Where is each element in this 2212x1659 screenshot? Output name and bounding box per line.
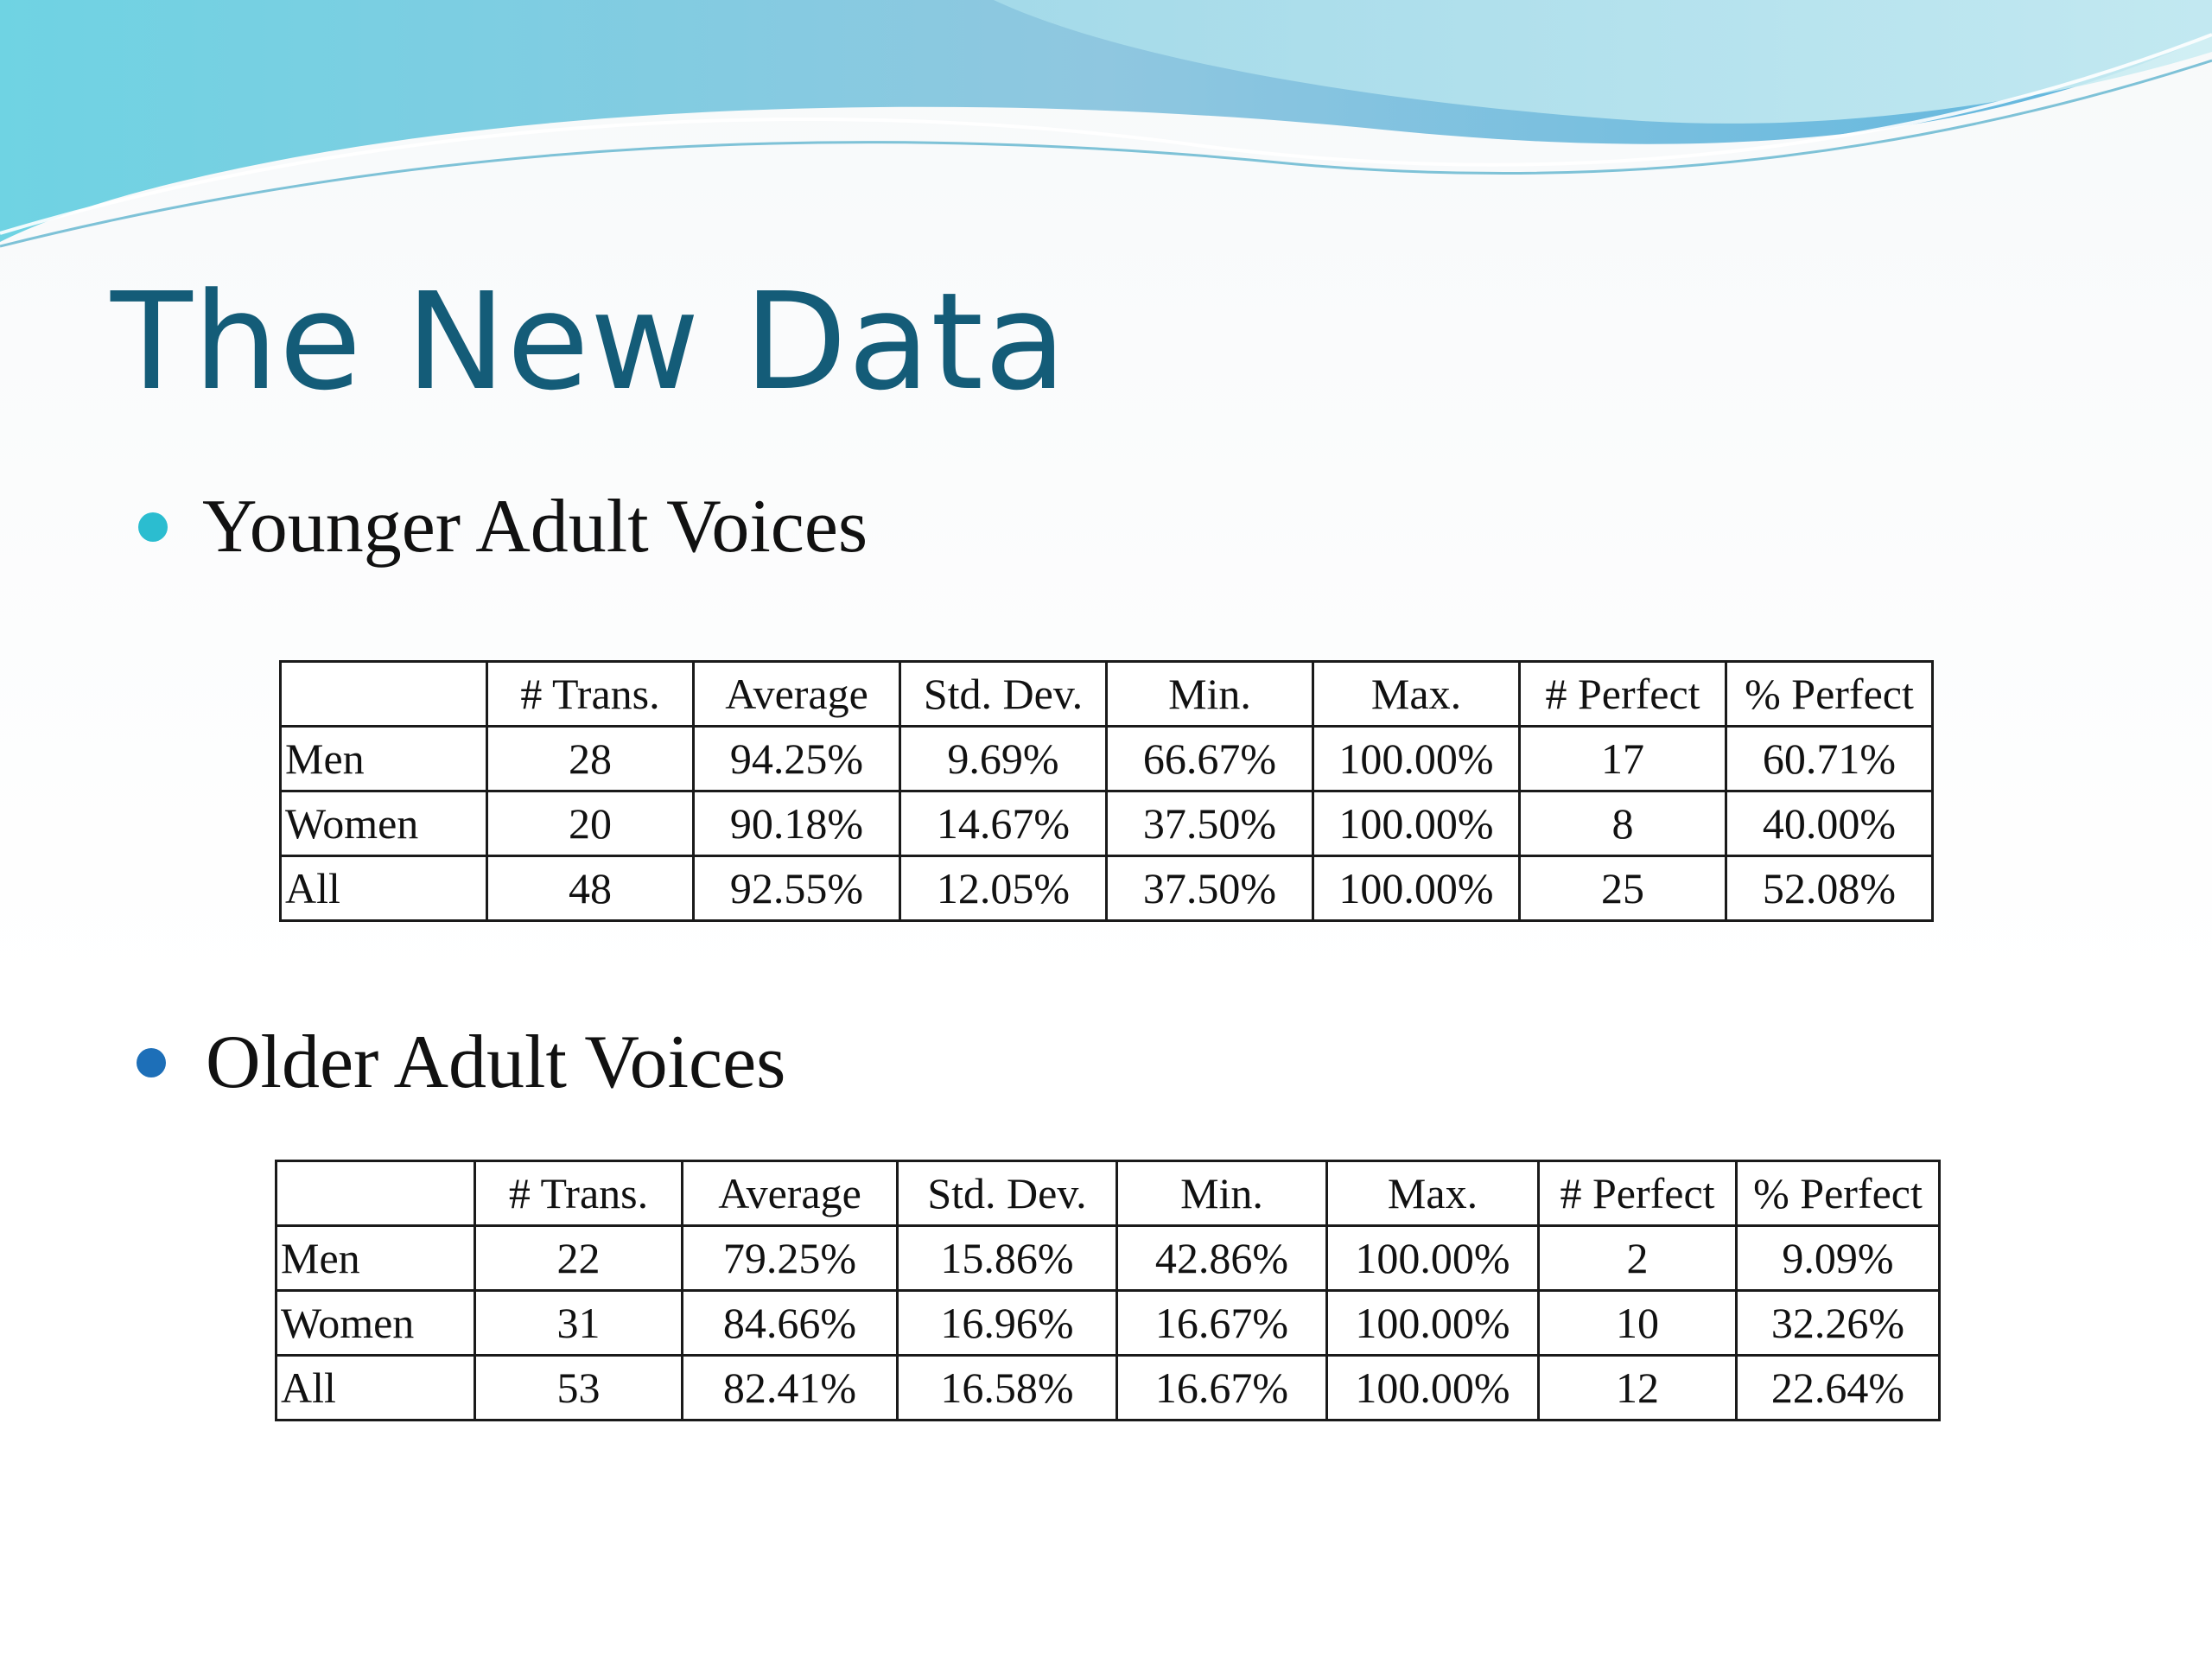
table-row	[281, 791, 1933, 856]
table-header-row	[281, 662, 1933, 727]
header-cell: # Trans.	[487, 662, 694, 727]
table-cell: 2	[1539, 1226, 1737, 1291]
table-cell: 92.55%	[694, 856, 900, 921]
table-cell: 79.25%	[683, 1226, 898, 1291]
header-cell	[276, 1161, 475, 1226]
table-cell: 100.00%	[1313, 856, 1520, 921]
table-cell: 16.67%	[1117, 1356, 1327, 1421]
older-voices-table	[275, 1160, 1941, 1421]
header-cell: % Perfect	[1737, 1161, 1940, 1226]
header-cell: Average	[683, 1161, 898, 1226]
table-cell: 8	[1520, 791, 1726, 856]
table-cell: 16.96%	[898, 1291, 1117, 1356]
header-cell: # Trans.	[475, 1161, 683, 1226]
table-row	[276, 1291, 1940, 1356]
table-cell: 22	[475, 1226, 683, 1291]
row-label: All	[276, 1356, 475, 1421]
bullet-dot-icon	[137, 1048, 166, 1077]
header-cell: Max.	[1327, 1161, 1539, 1226]
table-cell: 9.69%	[900, 727, 1107, 791]
header-cell: Max.	[1313, 662, 1520, 727]
row-label: All	[281, 856, 487, 921]
table-row	[276, 1226, 1940, 1291]
header-cell	[281, 662, 487, 727]
table-row	[276, 1356, 1940, 1421]
header-cell: Average	[694, 662, 900, 727]
bullet-dot-icon	[138, 512, 168, 542]
table-cell: 42.86%	[1117, 1226, 1327, 1291]
table-cell: 100.00%	[1327, 1356, 1539, 1421]
table-cell: 9.09%	[1737, 1226, 1940, 1291]
table-cell: 25	[1520, 856, 1726, 921]
table-cell: 16.67%	[1117, 1291, 1327, 1356]
table-row	[281, 727, 1933, 791]
table-cell: 16.58%	[898, 1356, 1117, 1421]
table-cell: 17	[1520, 727, 1726, 791]
header-cell: Std. Dev.	[898, 1161, 1117, 1226]
header-cell: Std. Dev.	[900, 662, 1107, 727]
table-cell: 100.00%	[1327, 1291, 1539, 1356]
header-cell: Min.	[1107, 662, 1313, 727]
bullet-older-adult-voices	[137, 1020, 786, 1104]
row-label: Women	[276, 1291, 475, 1356]
table-cell: 14.67%	[900, 791, 1107, 856]
table-cell: 82.41%	[683, 1356, 898, 1421]
table-cell: 66.67%	[1107, 727, 1313, 791]
table-cell: 53	[475, 1356, 683, 1421]
table-cell: 100.00%	[1327, 1226, 1539, 1291]
table-cell: 84.66%	[683, 1291, 898, 1356]
header-cell: # Perfect	[1520, 662, 1726, 727]
table-cell: 94.25%	[694, 727, 900, 791]
table-cell: 52.08%	[1726, 856, 1933, 921]
header-cell: % Perfect	[1726, 662, 1933, 727]
table-cell: 100.00%	[1313, 791, 1520, 856]
table-cell: 40.00%	[1726, 791, 1933, 856]
table-cell: 60.71%	[1726, 727, 1933, 791]
header-cell: # Perfect	[1539, 1161, 1737, 1226]
section-heading: Younger Adult Voices	[202, 485, 868, 569]
table-cell: 90.18%	[694, 791, 900, 856]
table-cell: 12	[1539, 1356, 1737, 1421]
table-cell: 10	[1539, 1291, 1737, 1356]
table-cell: 48	[487, 856, 694, 921]
header-wave-decoration	[0, 0, 2212, 259]
bullet-younger-adult-voices	[138, 485, 868, 569]
table-cell: 22.64%	[1737, 1356, 1940, 1421]
table-cell: 12.05%	[900, 856, 1107, 921]
table-cell: 31	[475, 1291, 683, 1356]
table-cell: 37.50%	[1107, 856, 1313, 921]
table-cell: 20	[487, 791, 694, 856]
table-row	[281, 856, 1933, 921]
table-cell: 15.86%	[898, 1226, 1117, 1291]
row-label: Men	[276, 1226, 475, 1291]
row-label: Men	[281, 727, 487, 791]
slide-title: The New Data	[111, 264, 1067, 420]
table-cell: 100.00%	[1313, 727, 1520, 791]
table-header-row	[276, 1161, 1940, 1226]
table-cell: 37.50%	[1107, 791, 1313, 856]
header-cell: Min.	[1117, 1161, 1327, 1226]
section-heading: Older Adult Voices	[206, 1020, 786, 1104]
table-cell: 32.26%	[1737, 1291, 1940, 1356]
row-label: Women	[281, 791, 487, 856]
table-cell: 28	[487, 727, 694, 791]
younger-voices-table	[279, 660, 1934, 922]
